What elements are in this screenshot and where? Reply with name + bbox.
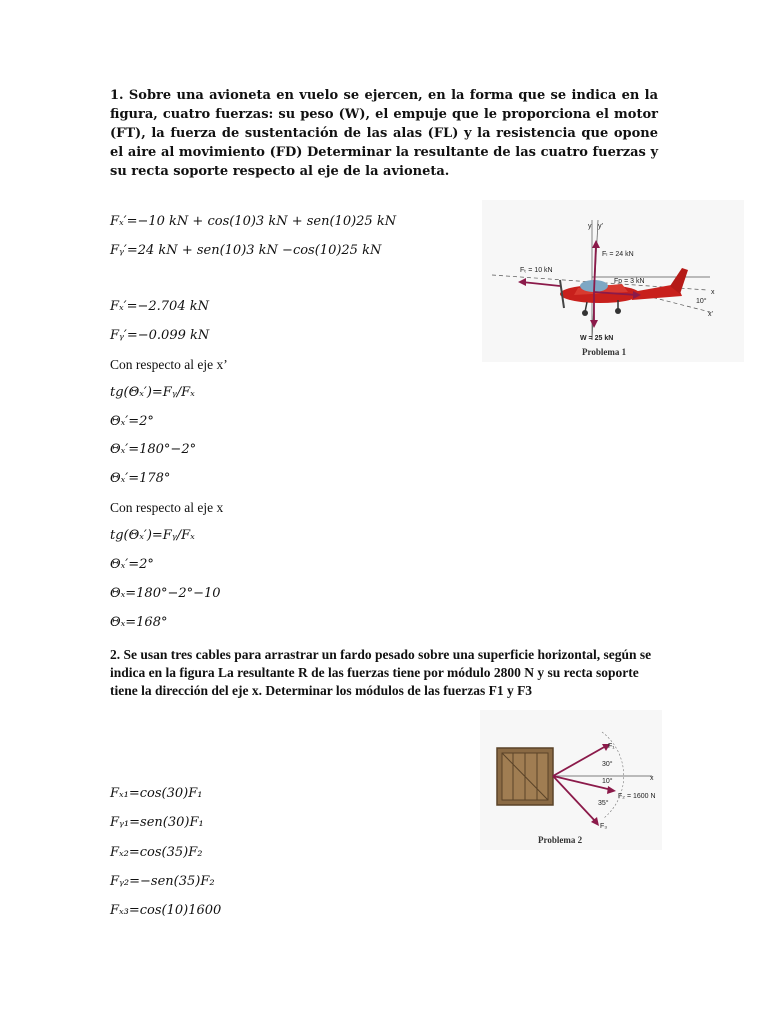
yprime-axis-label: y′ [598, 223, 603, 230]
equation-fy-prime: Fᵧ′=24 kN + sen(10)3 kN −cos(10)25 kN [110, 243, 382, 258]
w-force-label: W = 25 kN [580, 335, 614, 342]
figure-2-caption: Problema 2 [538, 835, 583, 845]
fl-force-label: Fₗ = 24 kN [602, 251, 634, 258]
y-axis-label: y [588, 223, 592, 230]
x-axis-label-2: x [650, 775, 654, 782]
airplane-figure [482, 200, 744, 362]
problem-2-statement: 2. Se usan tres cables para arrastrar un fardo pesado sobre una superficie horizontal, según se indica en la figura La resultante R de las fuerzas tiene por módulo 2800 N y su recta soporte tiene la dirección del eje x. Determinar los módulos de las fuerzas F1 y F3 [110, 647, 652, 698]
equation-fx-prime-result: Fₓ′=−2.704 kN [110, 299, 209, 314]
f2-force-label: F₂ = 1600 N [618, 793, 656, 800]
angle-x-eq-4: Θₓ=168° [110, 615, 168, 630]
ft-force-label: Fₜ = 10 kN [520, 267, 553, 274]
angle-x-eq-2: Θₓ′=2° [110, 557, 154, 572]
angle-35-label: 35° [598, 800, 609, 807]
equation-fy1: Fᵧ₁=sen(30)F₁ [110, 815, 204, 830]
equation-fy-prime-result: Fᵧ′=−0.099 kN [110, 328, 210, 343]
angle-30-label: 30° [602, 761, 613, 768]
crate-icon [497, 748, 553, 805]
angle-xprime-eq-4: Θₓ′=178° [110, 471, 171, 486]
angle-10-label-2: 10° [602, 778, 613, 785]
angle-xprime-eq-1: tg(Θₓ′)=Fᵧ/Fₓ [110, 385, 195, 400]
angle-xprime-eq-2: Θₓ′=2° [110, 414, 154, 429]
equation-fx1: Fₓ₁=cos(30)F₁ [110, 786, 203, 801]
equation-fx2: Fₓ₂=cos(35)F₂ [110, 845, 203, 860]
angle-x-eq-1: tg(Θₓ′)=Fᵧ/Fₓ [110, 528, 195, 543]
respect-x-label: Con respecto al eje x [110, 500, 224, 515]
crate-figure [480, 710, 662, 850]
angle-x-eq-3: Θₓ=180°−2°−10 [110, 586, 221, 601]
angle-10-label: 10° [696, 298, 707, 305]
f1-force-label: F₁ [608, 743, 615, 750]
equation-fy2: Fᵧ₂=−sen(35)F₂ [110, 874, 215, 889]
fd-force-label: Fᴅ = 3 kN [614, 278, 645, 285]
airplane-diagram [482, 200, 744, 362]
respect-x-prime-label: Con respecto al eje x’ [110, 357, 228, 372]
equation-fx-prime: Fₓ′=−10 kN + cos(10)3 kN + sen(10)25 kN [110, 214, 397, 229]
x-axis-label: x [711, 289, 715, 296]
equation-fx3: Fₓ₃=cos(10)1600 [110, 903, 222, 918]
xprime-axis-label: x′ [708, 311, 713, 318]
angle-xprime-eq-3: Θₓ′=180°−2° [110, 442, 197, 457]
figure-1-caption: Problema 1 [582, 347, 627, 357]
crate-diagram [480, 710, 662, 850]
f3-force-label: F₃ [600, 823, 608, 830]
problem-1-statement: 1. Sobre una avioneta en vuelo se ejercen, en la forma que se indica en la figura, cuatro fuerzas: su peso (W), el empuje que le proporciona el motor (FT), la fuerza de sustentación de las alas (FL) y la resistencia que opone el aire al movimiento (FD) Determinar la resultante de las cuatro fuerzas y su recta soporte respecto al eje de la avioneta. [110, 88, 658, 179]
